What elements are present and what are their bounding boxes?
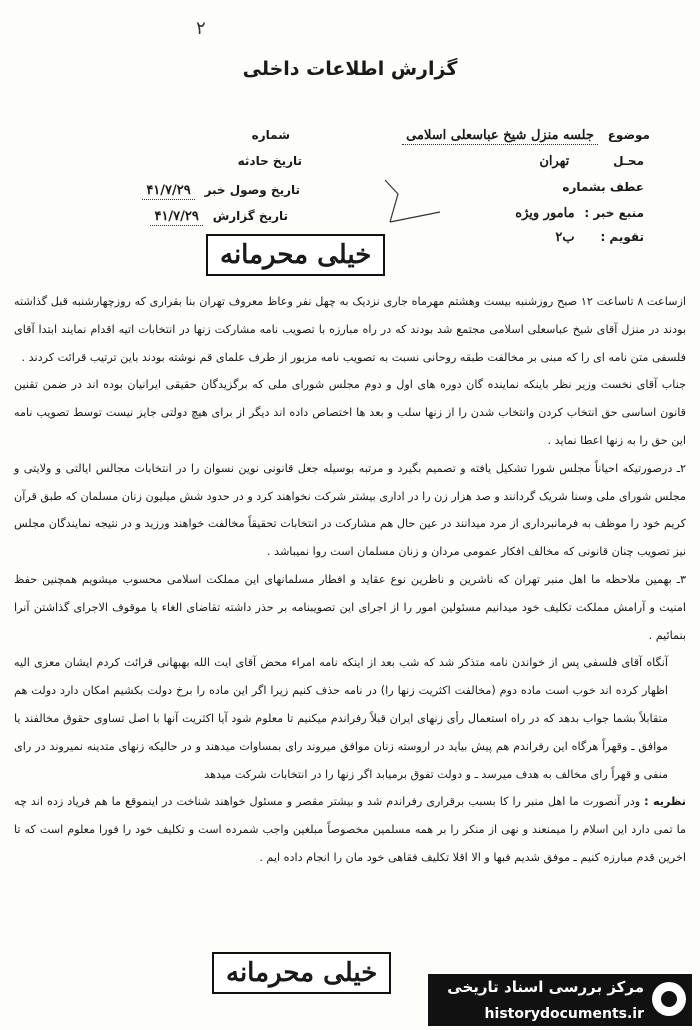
calendar-value: ب۲	[555, 230, 575, 245]
paragraph-5: آنگاه آقای فلسفی پس از خواندن نامه متذکر شد که شب بعد از اینکه نامه امراء محض آقای ایت الله بهبهانی قرائت کردم ایشان معزی الیه اظهار کرده اند خوب است ماده دوم (مخالفت اکثریت زنها را) در نامه حذف کنیم زیرا اگر این ماده را برخ دولت بکشیم امکان دارد دولت هم متقابلاً بشما جواب بدهد که در راه استعمال رأی زنهای ایران قبلاً رفراندم میکنیم تا معلوم شود آیا اکثریت آنها با اصل تساوی حقوق مخالفند یا موافق ـ وقهراً هرگاه این رفراندم هم پیش بیاید در اروسته زنان موافق میروند رای بمساوات میدهند و در حالیکه زنهای متدینه نمیروند در رای منفی و قهراً رای مخالف به هدف میرسد ـ و دولت تفوق برمیابد اگر زنها را در انتخابات شرکت میدهد	[14, 656, 668, 781]
report-date-row	[150, 209, 288, 224]
paragraph-3: ۲ـ درصورتیکه احیاناً مجلس شورا تشکیل یافته و تصمیم بگیرد و مرتبه بوسیله جعل قانونی نوین نسوان را در انتخابات مجالس ایالتی و ولایتی و مجلس شورای ملی وسنا شریک گردانند و صد هزار زن را در اداری بیشتر شرکت نخواهند کرد و در حدود شش میلیون زنان مسلمان که طبق قرآن کریم خود را موظف به فرمانبرداری از مرد میدانند در عین حال هم مشارکت در انتخابات تحقیقاً مخالفت خواهند ورزید و در نتیجه نمایندگان مجلس نیز تصویب چنان قانونی که مخالف افکار عمومی مردان و زنان مسلمان است روا نمیباشد .	[14, 461, 686, 559]
paragraph-4: ۳ـ بهمین ملاحظه ما اهل منبر تهران که ناشرین و ناظرین نوع عقاید و افطار مسلمانهای این مملکت اسلامی محسوب میشویم همچنین حفظ امنیت و آرامش مملکت تکلیف خود میدانیم مسئولین امور را از اجرای این تصویبنامه بر حذر داشته تقاضای الغاء یا موقوف الاجرای گذاشتن آنرا بنمائیم .	[14, 572, 686, 642]
reference-label: عطف بشماره	[562, 180, 644, 194]
calendar-label: تقویم :	[600, 230, 644, 244]
page-corner-mark: ٢	[196, 18, 206, 39]
archive-logo-icon	[652, 982, 686, 1016]
receipt-date-row	[142, 183, 300, 198]
reference-row	[562, 180, 644, 194]
archive-watermark	[428, 974, 692, 1026]
watermark-url: historydocuments.ir	[484, 1006, 644, 1022]
opinion-text: ودر آنصورت ما اهل منبر را کا بسبب برقراری رفراندم شد و بیشتر مقصر و مسئول خواهند شناخت در اینموقع ما هم فریاد زده اند چه ما تمی دارد این اسلام را میمنعند و نهی از منکر را بر همه مسلمین مخصوصاً مبلغین واجب شمرده است و تکلیف خود را فورا معلوم است که تا اخرین قدم مبارزه کنیم ـ موفق شدیم فبها و الا اقلا تکلیف فقاهی خود مان را انجام داده ایم .	[14, 795, 686, 864]
source-value: مامور ویژه	[515, 206, 575, 221]
report-body	[14, 288, 686, 872]
subject-value: جلسه منزل شیخ عباسعلی اسلامی	[402, 128, 598, 145]
place-row	[539, 154, 644, 169]
source-label: منبع خبر :	[584, 206, 644, 220]
receipt-date-label: تاریخ وصول خبر	[204, 183, 300, 197]
place-label: محـل	[613, 154, 644, 168]
subject-row	[402, 128, 650, 143]
place-value: تهران	[539, 154, 570, 169]
subject-label: موضوع	[607, 128, 650, 142]
report-date-value: ۴۱/۷/۲۹	[150, 209, 202, 226]
event-date-row	[238, 154, 302, 168]
confidential-stamp-bottom: خیلی محرمانه	[212, 952, 391, 994]
source-row	[515, 206, 644, 221]
paragraph-1: ازساعت ۸ تاساعت ۱۲ صبح روزشنبه بیست وهشتم مهرماه جاری نزدیک به چهل نفر وعاظ معروف تهران بنا بقراری که روزچهارشنبه قبل گذاشته بودند در منزل آقای شیخ عباسعلی اسلامی مجتمع شد بودند که در راه مبارزه با تصویب نامه مشارکت زنها در انتخابات اتیه اقدام نمایند ابتدا آقای فلسفی متن نامه ای را که مبنی بر مخالفت طبقه روحانی نسبت به تصویب نامه مزبور از طرف علمای قم نوشته بودند باین ترتیب قرائت کردند .	[14, 295, 687, 364]
calendar-row	[555, 230, 644, 245]
receipt-date-value: ۴۱/۷/۲۹	[142, 183, 194, 200]
paragraph-2: جناب آقای نخست وزیر نظر باینکه نماینده گان دوره های اول و دوم مجلس شورای ملی که برگزیدگان حقیقی ایرانیان بوده اند در ضمن تقنین قانون اساسی حق انتخاب کردن وانتخاب شدن را از زنها سلب و بعد ها اختصاص داده اند دیگر از برای هیچ دولتی جایز نیست توسط تصویب نامه این حق را به زنها اعطا نماید .	[14, 378, 686, 447]
report-date-label: تاریخ گزارش	[212, 209, 288, 223]
watermark-org-name: مرکز بررسی اسناد تاریخی	[447, 978, 644, 996]
document-title: گزارش اطلاعات داخلی	[242, 58, 458, 80]
event-date-label: تاریخ حادثه	[237, 154, 302, 168]
paragraph-6	[14, 788, 686, 871]
opinion-label: نظریه :	[644, 795, 686, 809]
number-row	[252, 128, 290, 142]
confidential-stamp-top: خیلی محرمانه	[206, 234, 385, 276]
number-label: شماره	[251, 128, 290, 142]
handwritten-mark	[380, 172, 450, 232]
